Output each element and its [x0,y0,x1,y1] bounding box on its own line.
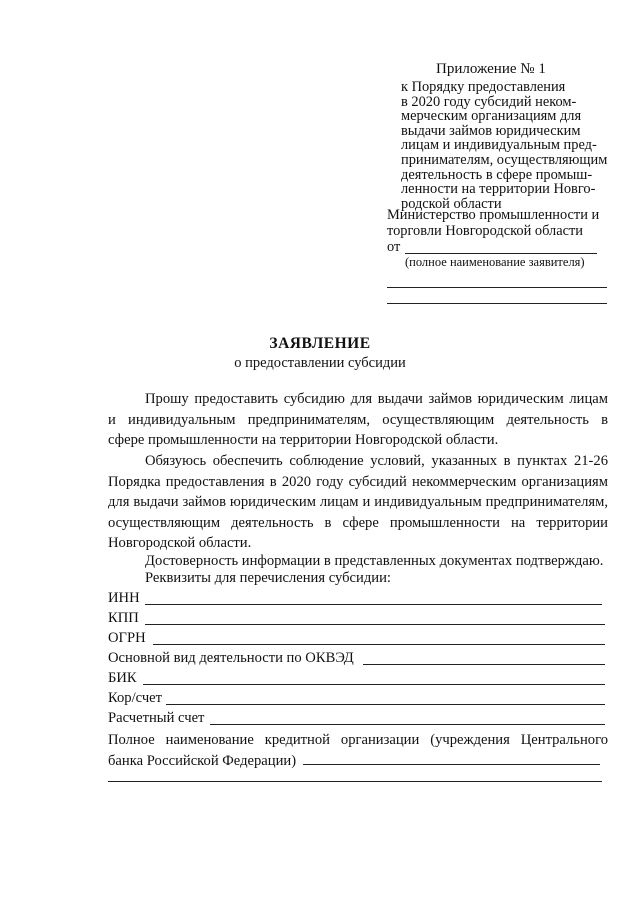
kpp-label: КПП [108,610,139,626]
paragraph-line: Новгородской области. [108,535,252,551]
appendix-line: лицам и индивидуальным пред- [401,137,597,154]
bik-field[interactable] [143,684,605,685]
appendix-reference [401,79,608,212]
addressee-line: торговли Новгородской области [387,223,583,239]
paragraph-line: осуществляющим деятельность в сфере промышленности на территории [108,514,608,531]
ogrn-field[interactable] [153,644,605,645]
paragraph-obligation [108,451,608,554]
paragraph-line: Достоверность информации в представленных документах подтверждаю. [145,553,604,569]
appendix-line: в 2020 году субсидий неком- [401,93,577,110]
paragraph-line: Прошу предоставить субсидию для выдачи займов юридическим лицам [145,391,608,407]
settlement-account-label: Расчетный счет [108,710,205,726]
requisites-label: Реквизиты для перечисления субсидии: [145,570,391,586]
appendix-line: ленности на территории Новго- [401,181,596,198]
appendix-line: к Порядку предоставления [401,79,566,95]
appendix-line: выдачи займов юридическим [401,122,581,139]
okved-field[interactable] [363,664,605,665]
bank-name-line: Полное наименование кредитной организации (учреждения Центрального [108,732,608,748]
applicant-name-underline [405,253,597,254]
bank-name-line: банка Российской Федерации) [108,752,297,769]
inn-label: ИНН [108,590,140,606]
paragraph-line: для выдачи займов юридическим лицам и индивидуальным предпринимателям, [108,494,608,510]
addressee-line: Министерство промышленности и [387,207,600,223]
ogrn-label: ОГРН [108,630,146,646]
document-title: ЗАЯВЛЕНИЕ [269,335,371,352]
appendix-line: мерческим организациям для [401,108,582,125]
paragraph-line: Порядка предоставления в 2020 году субсидий некоммерческим организациям [108,473,608,490]
applicant-extra-line-2[interactable] [387,303,607,304]
bik-label: БИК [108,670,137,686]
kor-account-field[interactable] [166,704,605,705]
inn-field[interactable] [145,604,602,605]
settlement-account-field[interactable] [210,724,605,725]
bank-name-field-extra[interactable] [108,781,602,782]
paragraph-request [108,389,608,451]
kpp-field[interactable] [145,624,605,625]
bank-name-field[interactable] [303,764,600,765]
paragraph-line: Обязуюсь обеспечить соблюдение условий, указанных в пунктах 21-26 [145,453,608,469]
appendix-title: Приложение № 1 [436,61,546,77]
paragraph-confirmation [108,551,608,572]
paragraph-line: сфере промышленности на территории Новгородской области. [108,432,499,448]
appendix-line: деятельность в сфере промыш- [401,166,593,183]
paragraph-line: и индивидуальным предпринимателям, осуществляющим деятельность в [108,411,608,428]
applicant-name-field[interactable] [387,239,597,255]
applicant-extra-line-1[interactable] [387,287,607,288]
from-label: от [387,239,401,255]
kor-account-label: Кор/счет [108,690,163,706]
okved-label: Основной вид деятельности по ОКВЭД [108,650,354,666]
addressee-block [387,207,617,239]
appendix-line: родской области [401,195,502,212]
applicant-name-caption: (полное наименование заявителя) [405,255,585,269]
appendix-line: принимателям, осуществляющим [401,151,608,168]
document-subtitle: о предоставлении субсидии [234,355,406,371]
